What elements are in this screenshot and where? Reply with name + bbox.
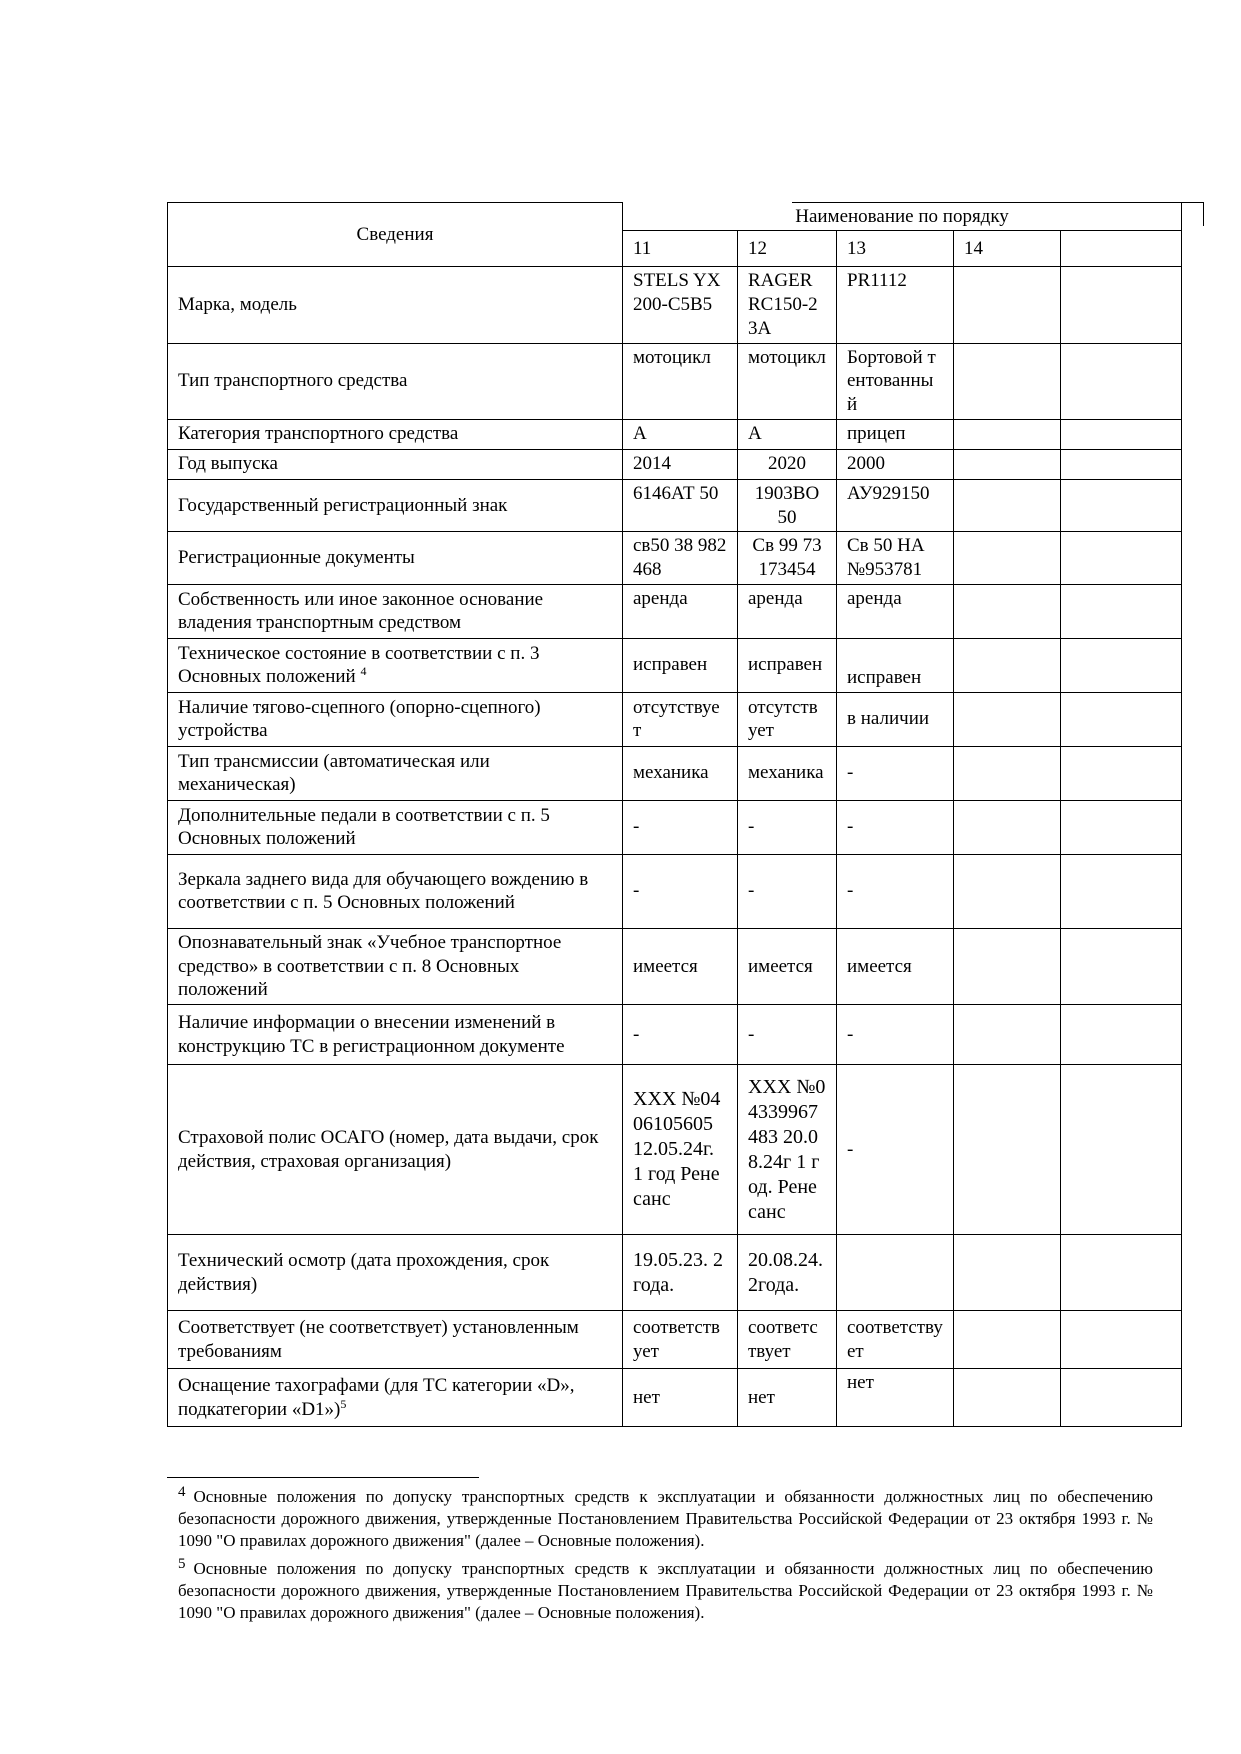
table-row [168,1235,1182,1311]
row-value: - [837,746,954,800]
header-col-number: 14 [954,231,1061,267]
table-row [168,532,1182,585]
row-value [1061,584,1182,638]
row-value: 19.05.23. 2года. [623,1235,738,1311]
row-value: - [738,854,837,928]
table-row [168,1065,1182,1235]
row-value [1061,1311,1182,1369]
row-value: прицеп [837,419,954,449]
table-row [168,928,1182,1004]
footnote-separator [167,1477,479,1478]
table-row [168,746,1182,800]
table-row [168,800,1182,854]
row-value: св50 38 982468 [623,532,738,585]
table-row [168,584,1182,638]
row-value [954,343,1061,419]
row-value: нет [738,1369,837,1427]
table-row [168,854,1182,928]
row-label: Опознавательный знак «Учебное транспортное средство» в соответствии с п. 8 Основных положений [168,928,623,1004]
row-value [954,1235,1061,1311]
row-value: механика [738,746,837,800]
row-label: Технический осмотр (дата прохождения, срок действия) [168,1235,623,1311]
row-label [168,1369,623,1427]
row-value [954,692,1061,746]
row-value: А [623,419,738,449]
table-row [168,419,1182,449]
row-label: Марка, модель [168,267,623,343]
row-value: мотоцикл [623,343,738,419]
row-value [954,638,1061,692]
row-label: Страховой полис ОСАГО (номер, дата выдачи, срок действия, страховая организация) [168,1065,623,1235]
row-value [954,746,1061,800]
row-value [954,854,1061,928]
row-label: Год выпуска [168,449,623,479]
header-row-title [168,203,1182,231]
table-row [168,449,1182,479]
row-value: аренда [738,584,837,638]
row-label: Тип трансмиссии (автоматическая или механическая) [168,746,623,800]
row-value [954,1005,1061,1065]
table-row [168,267,1182,343]
row-value: - [623,800,738,854]
table-row [168,479,1182,532]
row-value: PR1112 [837,267,954,343]
header-col-number: 13 [837,231,954,267]
row-value: Св 99 73 173454 [738,532,837,585]
row-value: отсутствует [623,692,738,746]
table-row [168,1005,1182,1065]
footnote-mark: 5 [178,1556,186,1572]
row-value: исправен [837,638,954,692]
row-value: исправен [738,638,837,692]
row-value: аренда [837,584,954,638]
row-label: Дополнительные педали в соответствии с п. 5 Основных положений [168,800,623,854]
row-value: - [837,800,954,854]
row-value: 2000 [837,449,954,479]
row-value: 2014 [623,449,738,479]
row-value [1061,1369,1182,1427]
row-value [954,479,1061,532]
row-value [954,419,1061,449]
row-value: 1903ВО 50 [738,479,837,532]
row-value [954,1311,1061,1369]
row-value: Бортовой тентованный [837,343,954,419]
row-value: Св 50 НА №953781 [837,532,954,585]
row-value [954,800,1061,854]
footnote [178,1558,1153,1624]
row-value: STELS YX200-C5B5 [623,267,738,343]
row-value: соответствует [623,1311,738,1369]
footnote-reference: 4 [360,664,367,679]
row-label: Государственный регистрационный знак [168,479,623,532]
header-col-number [1061,231,1182,267]
row-value: соответствует [837,1311,954,1369]
footnote-reference: 5 [340,1396,347,1411]
row-value [954,1369,1061,1427]
row-value: ХХХ №0406105605 12.05.24г. 1 год Ренесанс [623,1065,738,1235]
footnote-mark: 4 [178,1484,186,1500]
row-value [1061,532,1182,585]
footnote [178,1486,1153,1552]
row-value [1061,854,1182,928]
row-value: имеется [738,928,837,1004]
row-value: - [837,1065,954,1235]
row-label [168,638,623,692]
row-label: Тип транспортного средства [168,343,623,419]
header-naimenovanie: Наименование по порядку [623,203,1182,231]
table-row [168,692,1182,746]
row-value [1061,1235,1182,1311]
row-value [1061,343,1182,419]
row-value: - [738,1005,837,1065]
row-label-text: Техническое состояние в соответствии с п. 3 Основных положений [178,642,540,688]
row-value: 20.08.24. 2года. [738,1235,837,1311]
row-value [954,532,1061,585]
header-col-number: 12 [738,231,837,267]
row-value [1061,692,1182,746]
row-value: нет [837,1369,954,1427]
row-value: - [837,854,954,928]
row-value [1061,1005,1182,1065]
row-value: нет [623,1369,738,1427]
row-value [954,584,1061,638]
row-value: - [623,854,738,928]
table-row [168,1311,1182,1369]
table-row [168,638,1182,692]
footnote-text: Основные положения по допуску транспортных средств к эксплуатации и обязанности должностных лиц по обеспечению безопасности дорожного движения, утвержденные Постановлением Правительства Российской Федерации от 23 октября 1993 г. № 1090 "О правилах дорожного движения" (далее – Основные положения). [178,1559,1153,1622]
row-label: Соответствует (не соответствует) установленным требованиям [168,1311,623,1369]
header-col-number: 11 [623,231,738,267]
row-value: отсутствует [738,692,837,746]
row-value: соответствует [738,1311,837,1369]
row-value [954,1065,1061,1235]
row-value: А [738,419,837,449]
row-value [1061,419,1182,449]
row-label-text: Оснащение тахографами (для ТС категории «D», подкатегории «D1») [178,1374,575,1420]
header-svedeniya: Сведения [168,203,623,267]
row-value: ХХХ №04339967483 20.08.24г 1 год. Ренесанс [738,1065,837,1235]
header-extension-tick [1203,202,1204,226]
row-value: - [623,1005,738,1065]
row-value [1061,928,1182,1004]
row-value: механика [623,746,738,800]
row-value: - [738,800,837,854]
table-row [168,343,1182,419]
row-value: 2020 [738,449,837,479]
row-value: 6146АТ 50 [623,479,738,532]
row-value [1061,479,1182,532]
row-label: Наличие тягово-сцепного (опорно-сцепного) устройства [168,692,623,746]
table-row [168,1369,1182,1427]
row-value: мотоцикл [738,343,837,419]
row-label: Зеркала заднего вида для обучающего вождению в соответствии с п. 5 Основных положений [168,854,623,928]
row-value [954,267,1061,343]
footnote-text: Основные положения по допуску транспортных средств к эксплуатации и обязанности должностных лиц по обеспечению безопасности дорожного движения, утвержденные Постановлением Правительства Российской Федерации от 23 октября 1993 г. № 1090 "О правилах дорожного движения" (далее – Основные положения). [178,1487,1153,1550]
row-value [1061,638,1182,692]
row-value [954,449,1061,479]
row-value: в наличии [837,692,954,746]
row-value [837,1235,954,1311]
row-value [1061,800,1182,854]
row-value: RAGER RC150-23A [738,267,837,343]
row-value: АУ929150 [837,479,954,532]
row-value: имеется [623,928,738,1004]
row-value: исправен [623,638,738,692]
row-value: имеется [837,928,954,1004]
row-value [1061,449,1182,479]
row-value [1061,267,1182,343]
row-label: Категория транспортного средства [168,419,623,449]
row-value: - [837,1005,954,1065]
footnotes [178,1486,1153,1630]
row-label: Регистрационные документы [168,532,623,585]
row-label: Наличие информации о внесении изменений в конструкцию ТС в регистрационном документе [168,1005,623,1065]
row-label: Собственность или иное законное основание владения транспортным средством [168,584,623,638]
row-value [954,928,1061,1004]
vehicle-info-table [167,202,1182,1427]
row-value [1061,1065,1182,1235]
row-value: аренда [623,584,738,638]
row-value [1061,746,1182,800]
